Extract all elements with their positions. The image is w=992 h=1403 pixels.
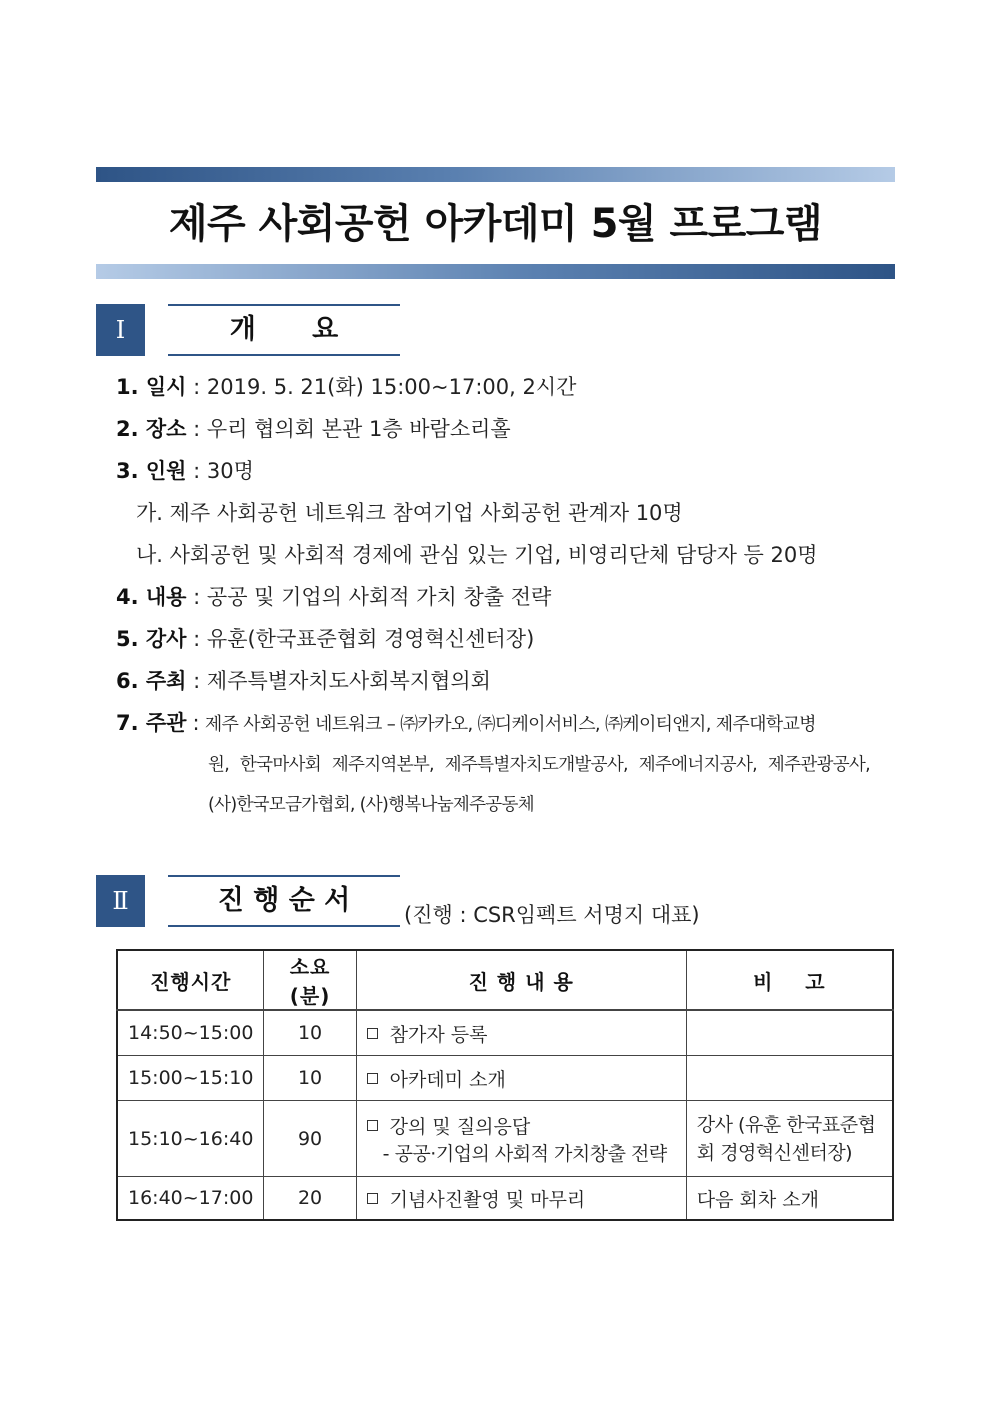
cell-content: 기념사진촬영 및 마무리	[356, 1177, 686, 1221]
cell-minutes: 90	[264, 1101, 356, 1177]
schedule-table	[116, 949, 894, 1221]
overview-item-people: 3. 인원 : 30명	[116, 459, 254, 483]
section-2-number: Ⅱ	[96, 875, 145, 927]
header-minutes: 소요(분)	[264, 950, 356, 1010]
cell-content: 강의 및 질의응답 - 공공·기업의 사회적 가치창출 전략	[356, 1101, 686, 1177]
section-1-title: 개 요	[168, 304, 400, 356]
table-row	[117, 1101, 893, 1177]
table-row	[117, 1177, 893, 1221]
cell-minutes: 20	[264, 1177, 356, 1221]
checkbox-square-icon	[367, 1028, 378, 1039]
overview-item-place: 2. 장소 : 우리 협의회 본관 1층 바람소리홀	[116, 417, 511, 441]
cell-minutes: 10	[264, 1010, 356, 1056]
header-time: 진행시간	[117, 950, 264, 1010]
table-header-row	[117, 950, 893, 1010]
overview-item-date: 1. 일시 : 2019. 5. 21(화) 15:00~17:00, 2시간	[116, 375, 577, 399]
section-1-number: Ⅰ	[96, 304, 145, 356]
overview-organizer-continued-2: (사)한국모금가협회, (사)행복나눔제주공동체	[208, 795, 534, 815]
overview-item-lecturer: 5. 강사 : 유훈(한국표준협회 경영혁신센터장)	[116, 627, 535, 651]
title-top-bar	[96, 167, 895, 182]
cell-note: 강사 (유훈 한국표준협회 경영혁신센터장)	[686, 1101, 893, 1177]
cell-note	[686, 1056, 893, 1101]
title-bottom-bar	[96, 264, 895, 279]
overview-item-host: 6. 주최 : 제주특별자치도사회복지협의회	[116, 669, 491, 693]
checkbox-square-icon	[367, 1120, 378, 1131]
cell-time: 15:00~15:10	[117, 1056, 264, 1101]
header-content: 진 행 내 용	[356, 950, 686, 1010]
document-title: 제주 사회공헌 아카데미 5월 프로그램	[168, 201, 823, 247]
cell-time: 15:10~16:40	[117, 1101, 264, 1177]
cell-content: 참가자 등록	[356, 1010, 686, 1056]
checkbox-square-icon	[367, 1193, 378, 1204]
header-note: 비 고	[686, 950, 893, 1010]
table-row	[117, 1010, 893, 1056]
overview-subitem-na: 나. 사회공헌 및 사회적 경제에 관심 있는 기업, 비영리단체 담당자 등 20명	[136, 543, 818, 567]
cell-note	[686, 1010, 893, 1056]
section-2-note: (진행 : CSR임펙트 서명지 대표)	[404, 903, 700, 927]
table-row	[117, 1056, 893, 1101]
overview-subitem-ga: 가. 제주 사회공헌 네트워크 참여기업 사회공헌 관계자 10명	[136, 501, 683, 525]
overview-organizer-continued-1: 원, 한국마사회 제주지역본부, 제주특별자치도개발공사, 제주에너지공사, 제주관광공사,	[208, 755, 871, 775]
cell-note: 다음 회차 소개	[686, 1177, 893, 1221]
cell-time: 14:50~15:00	[117, 1010, 264, 1056]
section-2-title: 진 행 순 서	[168, 875, 400, 927]
cell-time: 16:40~17:00	[117, 1177, 264, 1221]
overview-item-content: 4. 내용 : 공공 및 기업의 사회적 가치 창출 전략	[116, 585, 552, 609]
checkbox-square-icon	[367, 1073, 378, 1084]
cell-minutes: 10	[264, 1056, 356, 1101]
overview-item-organizer: 7. 주관 : 제주 사회공헌 네트워크 – ㈜카카오, ㈜디케이서비스, ㈜케이티앤지, 제주대학교병	[116, 711, 816, 735]
cell-content: 아카데미 소개	[356, 1056, 686, 1101]
cell-content-subitem: - 공공·기업의 사회적 가치창출 전략	[382, 1142, 667, 1165]
